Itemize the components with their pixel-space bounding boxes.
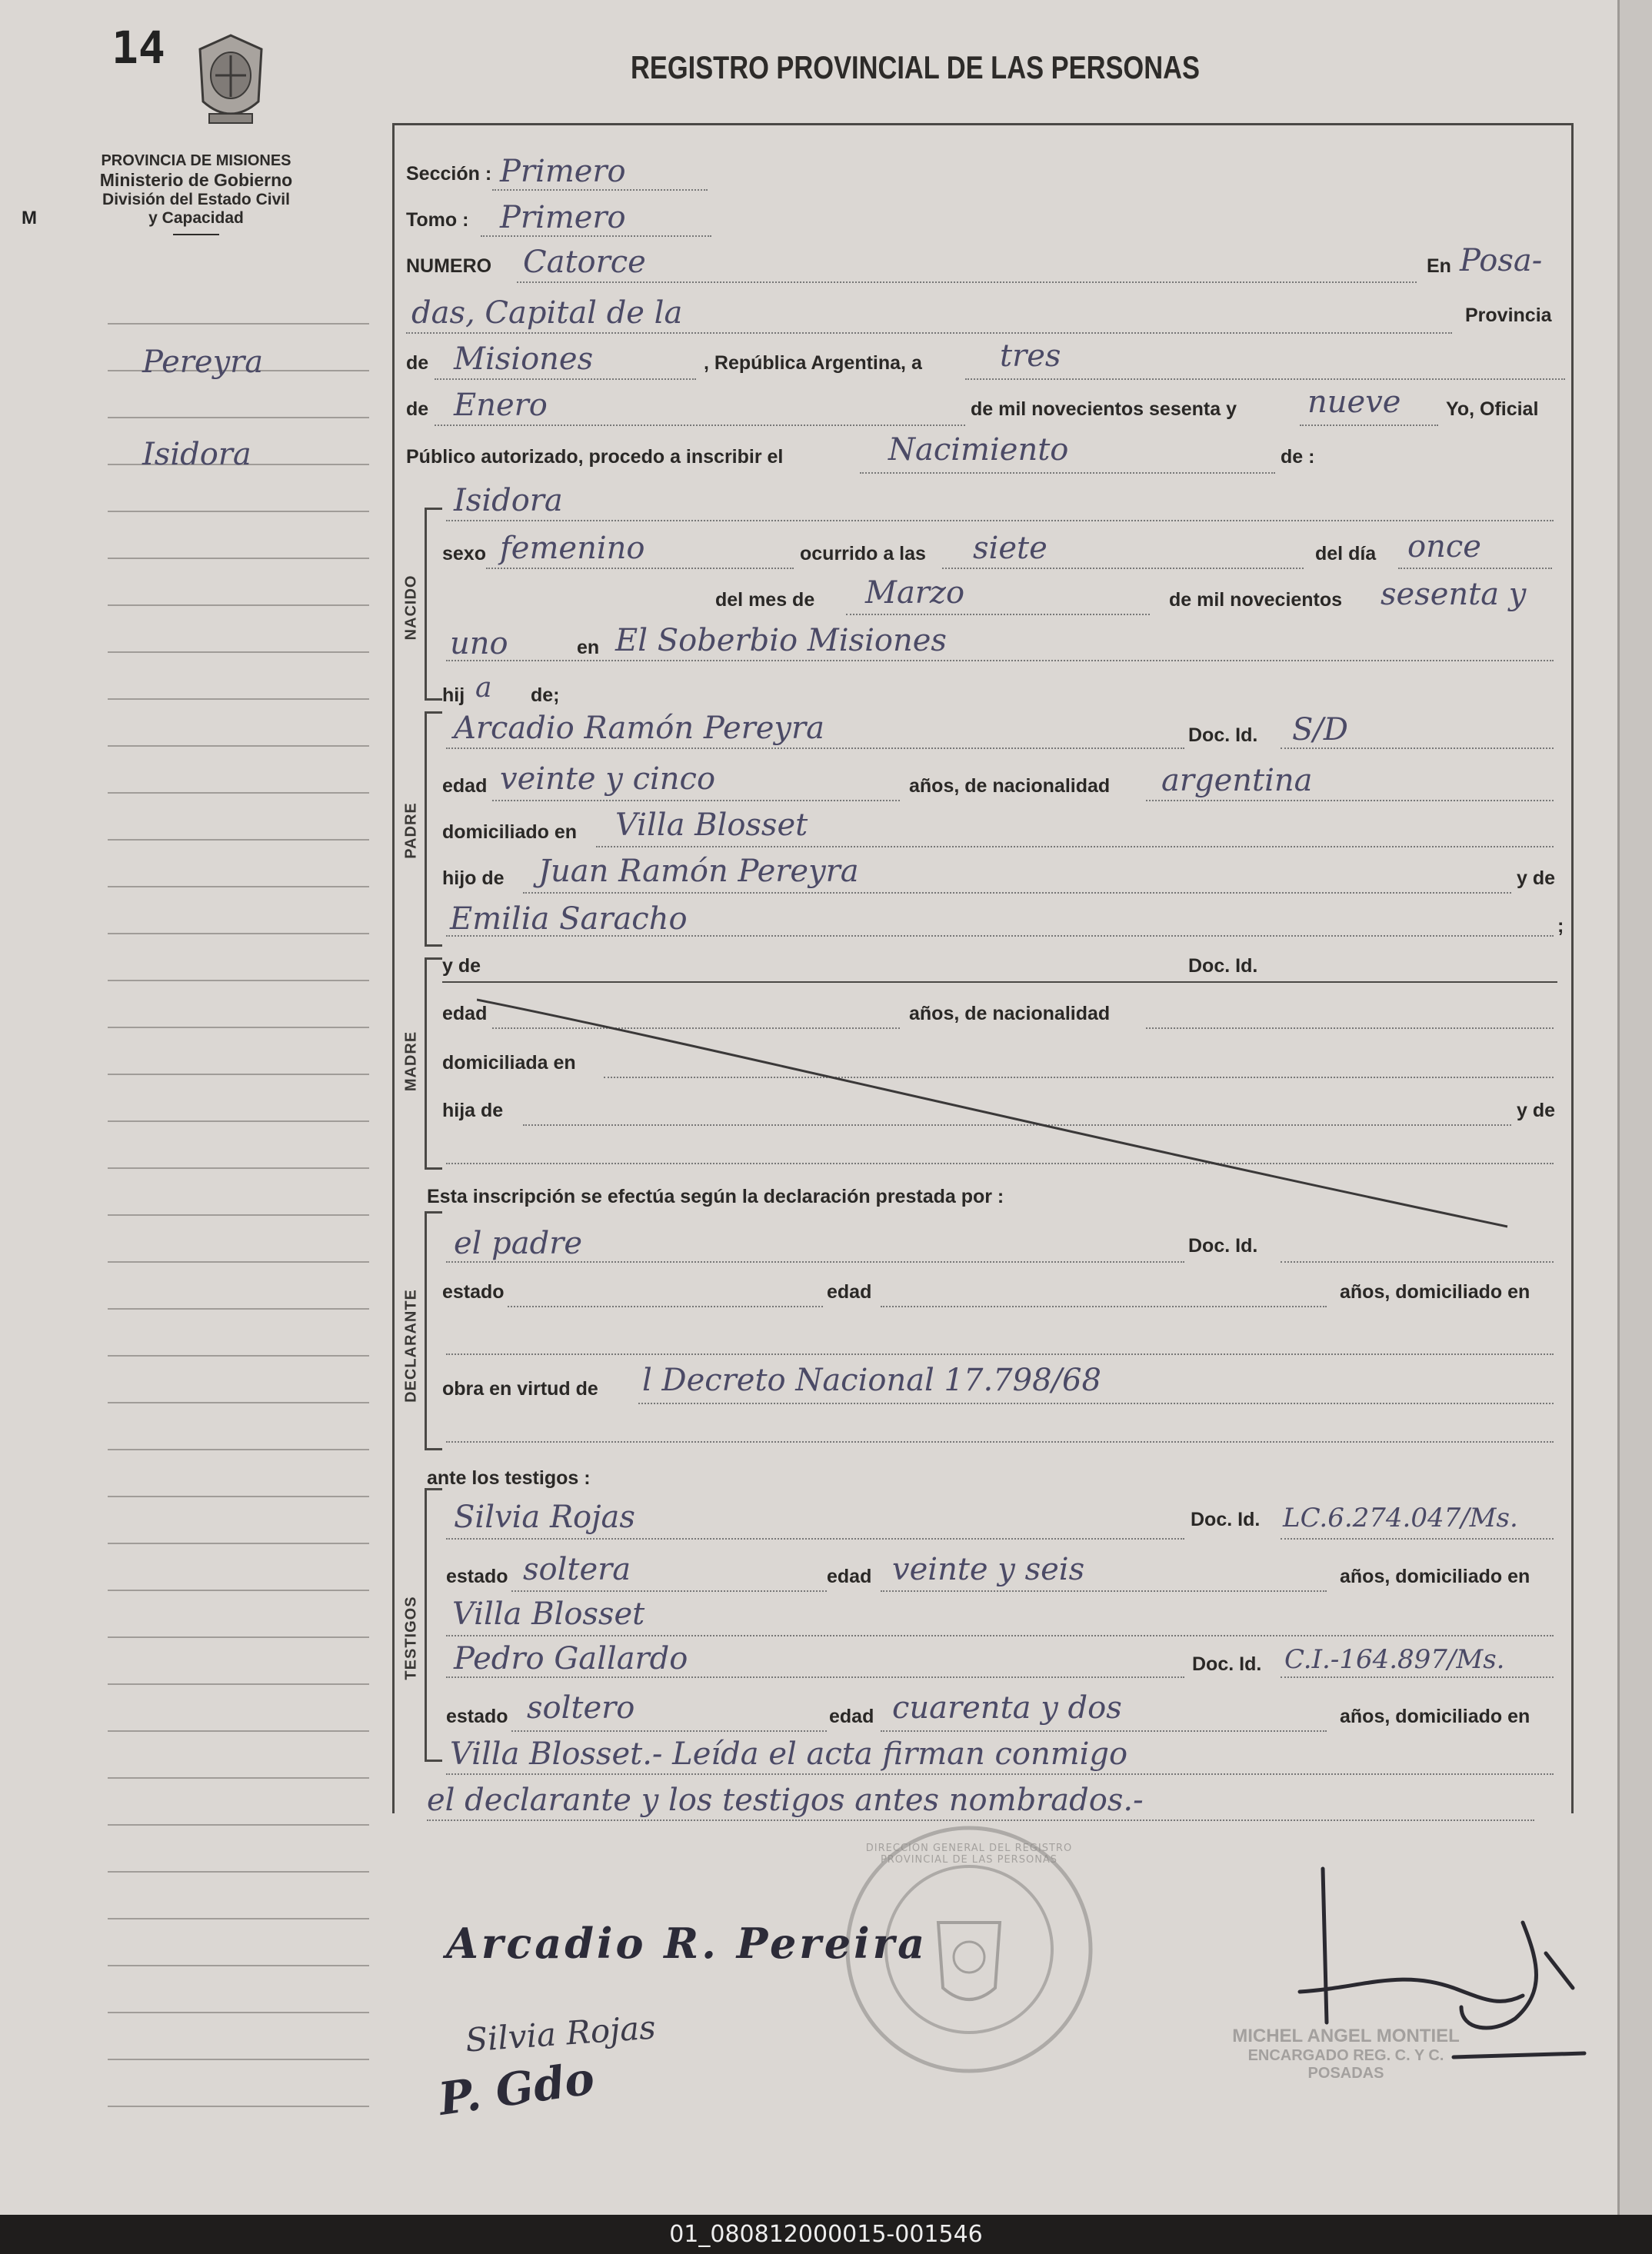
hij-value: a (475, 672, 492, 704)
madre-yde-label: y de (442, 955, 481, 977)
footer-image-id: 01_080812000015-001546 (669, 2221, 983, 2248)
month-value: Enero (454, 388, 548, 423)
testigo1-doc-value: LC.6.274.047/Ms. (1283, 1503, 1518, 1533)
seal-text: DIRECCION GENERAL DEL REGISTRO PROVINCIAL DE LAS PERSONAS (865, 1843, 1073, 1866)
agency-block (85, 152, 308, 235)
seccion-value: Primero (500, 154, 626, 189)
provincial-coat-of-arms-icon (192, 31, 269, 131)
day-value: tres (1000, 338, 1061, 374)
margin-rule-line (108, 2106, 369, 2107)
anio-label: de mil novecientos (1169, 589, 1343, 611)
testigo1-dom-label: años, domiciliado en (1340, 1566, 1530, 1587)
page-number: 14 (112, 22, 165, 74)
anio-value-2: uno (450, 626, 508, 661)
margin-rule-line (108, 558, 369, 559)
testigo2-name-value: Pedro Gallardo (454, 1641, 688, 1676)
margin-rule-line (108, 886, 369, 887)
padre-doc-value: S/D (1292, 712, 1348, 747)
mes-value: Marzo (865, 575, 965, 611)
obra-value: l Decreto Nacional 17.798/68 (642, 1363, 1101, 1398)
signature-declarante: Arcadio R. Pereira (446, 1919, 928, 1968)
dia-value: once (1407, 529, 1481, 564)
mes-label: del mes de (715, 589, 815, 611)
testigo1-estado-value: soltera (523, 1552, 631, 1587)
hij-label: hij (442, 684, 465, 706)
margin-rule-line (108, 1965, 369, 1966)
signature-testigo1: Silvia Rojas (464, 2008, 658, 2059)
padre-dom-label: domiciliado en (442, 821, 578, 843)
testigo1-edad-label: edad (827, 1566, 872, 1587)
margin-rule-line (108, 2059, 369, 2060)
margin-rule-line (108, 1120, 369, 1122)
footer-bar (0, 2215, 1652, 2254)
margin-rule-line (108, 1730, 369, 1732)
madre-doc-label: Doc. Id. (1188, 955, 1258, 977)
official-stamp-name: MICHEL ANGEL MONTIEL (1232, 2026, 1460, 2046)
agency-line-1: PROVINCIA DE MISIONES (101, 152, 291, 169)
padre-name-value: Arcadio Ramón Pereyra (454, 711, 824, 746)
agency-line-4: y Capacidad (148, 209, 244, 227)
testigo1-doc-label: Doc. Id. (1191, 1509, 1261, 1530)
oficial-label: Yo, Oficial (1446, 398, 1539, 420)
testigo1-dom-value: Villa Blosset (452, 1596, 645, 1632)
tomo-value: Primero (500, 200, 626, 235)
testigo2-dom-value: Villa Blosset.- Leída el acta firman conmigo (450, 1736, 1128, 1772)
margin-rule-line (108, 980, 369, 981)
testigos-bracket (425, 1488, 442, 1762)
madre-dom-label: domiciliada en (442, 1052, 576, 1074)
sexo-label: sexo (442, 543, 486, 564)
margin-mark: M (22, 208, 37, 228)
en-label: En (1427, 255, 1451, 277)
padre-dom-value: Villa Blosset (615, 807, 808, 843)
margin-rule-line (108, 839, 369, 841)
margin-rule-line (108, 1496, 369, 1497)
year-label: de mil novecientos sesenta y (971, 398, 1237, 420)
document-title: REGISTRO PROVINCIAL DE LAS PERSONAS (631, 49, 1200, 85)
margin-given-name: Isidora (142, 437, 251, 472)
obra-label: obra en virtud de (442, 1378, 598, 1400)
margin-rule-line (108, 1074, 369, 1075)
testigo2-doc-label: Doc. Id. (1192, 1653, 1262, 1675)
margin-rule-line (108, 1027, 369, 1028)
en-value: Posa- (1460, 243, 1543, 278)
margin-rule-line (108, 651, 369, 653)
padre-nac-label: años, de nacionalidad (909, 775, 1111, 797)
margin-rule-line (108, 1355, 369, 1357)
declarante-name-value: el padre (454, 1226, 583, 1261)
testigo2-edad-value: cuarenta y dos (892, 1690, 1122, 1726)
margin-rule-line (108, 323, 369, 325)
margin-rule-line (108, 792, 369, 794)
official-stamp-city: POSADAS (1307, 2065, 1384, 2082)
margin-rule-line (108, 2012, 369, 2013)
padre-semicolon: ; (1557, 915, 1564, 937)
agency-line-2: Ministerio de Gobierno (99, 170, 293, 190)
testigo2-estado-label: estado (446, 1706, 508, 1727)
padre-yde-label: y de (1517, 867, 1556, 889)
de3-label: de : (1281, 446, 1315, 468)
margin-rule-line (108, 933, 369, 934)
de2-label: de (406, 398, 429, 420)
signature-testigo2: P. Gdo (435, 2052, 598, 2126)
lugar-value: El Soberbio Misiones (615, 623, 947, 658)
margin-rule-line (108, 511, 369, 512)
official-stamp (1200, 2026, 1492, 2083)
padre-edad-label: edad (442, 775, 488, 797)
margin-rule-line (108, 1543, 369, 1544)
testigo2-edad-label: edad (829, 1706, 874, 1727)
nacido-de-label: de; (531, 684, 560, 706)
abuela-value: Emilia Saracho (450, 901, 688, 937)
margin-rule-line (108, 604, 369, 606)
testigo2-estado-value: soltero (527, 1690, 635, 1726)
margin-rule-line (108, 1261, 369, 1263)
numero-value: Catorce (523, 245, 646, 280)
declarante-estado-label: estado (442, 1281, 505, 1303)
margin-rule-line (108, 1777, 369, 1779)
ocurrido-label: ocurrido a las (800, 543, 926, 564)
dia-label: del día (1315, 543, 1377, 564)
document-page: 14 REGISTRO PROVINCIAL DE LAS PERSONAS PROVINCIA DE MISIONES Ministerio de Gobierno División del Estado Civil y Capacidad M Pereyra Isidora NACIDO PADRE MADRE DECLARANTE TESTIGOS Sección : Primero Tomo : Primero NUMERO Catorce En Posa- das, Capital de la Provincia de Misiones , República Argentina, a tres de Enero de mil novecientos sesenta y nueve Yo, Oficial Público autorizado, procedo a inscribir el Nacimiento de : Isidora sexo femenino ocurrido a las siete del día once del mes de Marzo de mil novecientos sesenta y uno en El Soberbio Misiones hij a de; Arcadio Ramón Pereyra Doc. Id. S/D edad veinte y cinco años, de nacionalidad argentina domiciliado en Villa Blosset hijo de Juan Ramón Pereyra y de Emilia Saracho ; y de Doc. Id. edad años, de nacionalidad domiciliada en hija de y de Esta inscripción se efectúa según la declaración prestada por : el padre Doc. Id. estado edad años, domiciliado en obra en virtud de l Decreto Nacional 17.798/68 ante los testigos : Silvia Rojas Doc. Id. LC.6.274.047/Ms. estado soltera edad veinte y seis años, domiciliado en Villa Blosset Pedro Gallardo Doc. Id. C.I.-164.897/Ms. estado soltero edad cuarenta y dos años, domiciliado en Villa Blosset.- Leída el acta firman conmigo el declarante y los testigos antes nombrados.- DIRECCION GENERAL DEL REGISTRO PROVINCIAL DE LAS PERSONAS Arcadio R. Pereira Silvia Rojas P. Gdo MICHEL ANGEL MONTIEL ENCARGADO REG. C. Y C. POSADAS (0, 0, 1652, 2215)
padre-hijo-label: hijo de (442, 867, 505, 889)
numero-label: NUMERO (406, 255, 492, 277)
declarante-dom-label: años, domiciliado en (1340, 1281, 1530, 1303)
declarante-edad-label: edad (827, 1281, 872, 1303)
margin-rule-line (108, 745, 369, 747)
madre-bracket (425, 957, 442, 1170)
padre-nac-value: argentina (1161, 763, 1313, 798)
seccion-label: Sección : (406, 163, 492, 185)
testigo1-name-value: Silvia Rojas (454, 1500, 635, 1535)
publico-label: Público autorizado, procedo a inscribir el (406, 446, 784, 468)
testigos-intro-label: ante los testigos : (427, 1467, 591, 1489)
testigo1-edad-value: veinte y seis (892, 1552, 1085, 1587)
acto-value: Nacimiento (888, 432, 1069, 468)
padre-bracket (425, 711, 442, 947)
closing-text: el declarante y los testigos antes nombrados.- (427, 1783, 1144, 1818)
nacido-en-label: en (577, 637, 600, 658)
margin-rule-line (108, 1590, 369, 1591)
provincia-value: Misiones (454, 341, 594, 377)
margin-surname: Pereyra (142, 345, 264, 380)
declarante-doc-label: Doc. Id. (1188, 1235, 1258, 1257)
margin-rule-line (108, 417, 369, 418)
padre-doc-label: Doc. Id. (1188, 724, 1258, 746)
testigo2-doc-value: C.I.-164.897/Ms. (1284, 1644, 1505, 1675)
anio-value: sesenta y (1381, 577, 1527, 612)
testigo1-estado-label: estado (446, 1566, 508, 1587)
official-stamp-title: ENCARGADO REG. C. Y C. (1247, 2047, 1444, 2064)
margin-rule-line (108, 698, 369, 700)
binding-edge (1617, 0, 1652, 2215)
margin-rule-line (108, 1214, 369, 1216)
margin-rule-line (108, 1308, 369, 1310)
margin-rule-line (108, 1824, 369, 1826)
margin-rule-line (108, 1918, 369, 1919)
madre-hija-label: hija de (442, 1100, 504, 1121)
margin-rule-line (108, 1871, 369, 1873)
year-value: nueve (1307, 385, 1401, 420)
abuelo-value: Juan Ramón Pereyra (538, 854, 859, 889)
hora-value: siete (973, 531, 1047, 566)
declarante-bracket (425, 1211, 442, 1450)
margin-rule-line (108, 1683, 369, 1685)
nacido-bracket (425, 508, 442, 701)
tomo-label: Tomo : (406, 209, 469, 231)
provincia-label: Provincia (1465, 305, 1552, 326)
margin-rule-line (108, 1449, 369, 1450)
margin-rule-line (108, 1167, 369, 1169)
madre-yde2-label: y de (1517, 1100, 1556, 1121)
madre-edad-label: edad (442, 1003, 488, 1024)
madre-nac-label: años, de nacionalidad (909, 1003, 1111, 1024)
place-value: das, Capital de la (411, 295, 683, 331)
testigo2-dom-label: años, domiciliado en (1340, 1706, 1530, 1727)
agency-line-3: División del Estado Civil (102, 191, 290, 208)
de-label: de (406, 352, 429, 374)
nacido-name-value: Isidora (454, 483, 563, 518)
margin-rule-line (108, 1636, 369, 1638)
republica-label: , República Argentina, a (704, 352, 922, 374)
sexo-value: femenino (500, 531, 645, 566)
declarante-intro-label: Esta inscripción se efectúa según la declaración prestada por : (427, 1186, 1004, 1207)
margin-rule-line (108, 1402, 369, 1403)
padre-edad-value: veinte y cinco (500, 761, 716, 797)
